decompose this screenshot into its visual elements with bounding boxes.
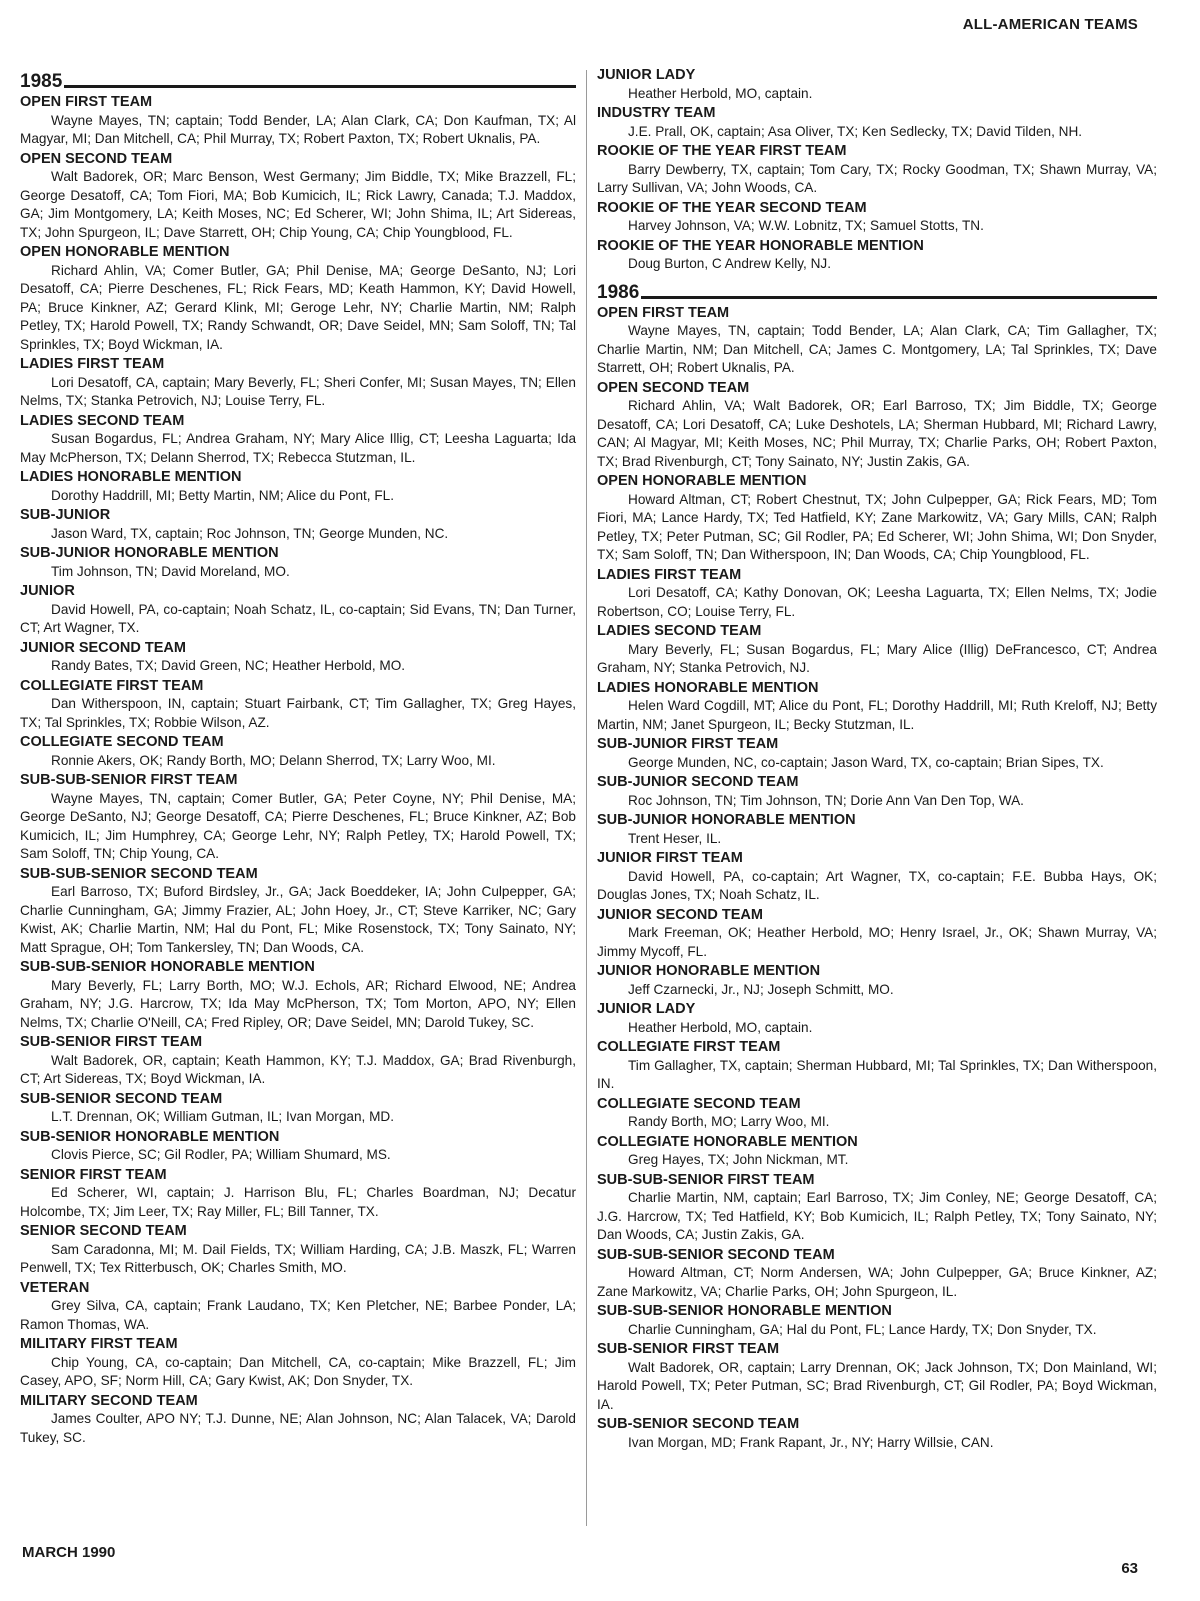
team-title: SUB-SENIOR FIRST TEAM xyxy=(20,1034,203,1050)
year-rule xyxy=(64,85,576,88)
team-title: OPEN FIRST TEAM xyxy=(597,304,730,321)
team-section-senior-second-team xyxy=(20,1222,576,1278)
team-section-sub-senior-second-team xyxy=(597,1415,1157,1452)
team-roster: Greg Hayes, TX; John Nickman, MT. xyxy=(628,1152,849,1167)
team-title: SUB-SENIOR SECOND TEAM xyxy=(20,1090,223,1107)
team-section-sub-sub-senior-honorable-mention xyxy=(597,1302,1157,1339)
team-section-rookie-of-the-year-honorable-mention xyxy=(597,237,1157,274)
team-title: JUNIOR HONORABLE MENTION xyxy=(597,963,821,979)
page-number: 63 xyxy=(1121,1560,1138,1577)
team-title: SUB-JUNIOR xyxy=(20,507,111,523)
team-title: LADIES HONORABLE MENTION xyxy=(20,469,242,485)
team-section-sub-sub-senior-honorable-mention xyxy=(20,958,576,1032)
team-title: COLLEGIATE SECOND TEAM xyxy=(20,734,224,750)
team-roster: Doug Burton, C Andrew Kelly, NJ. xyxy=(628,256,831,271)
team-title: OPEN SECOND TEAM xyxy=(597,379,750,396)
team-title: SUB-SUB-SENIOR SECOND TEAM xyxy=(597,1246,835,1263)
team-section-rookie-of-the-year-second-team xyxy=(597,199,1157,236)
team-section-junior xyxy=(20,582,576,638)
team-title: SENIOR FIRST TEAM xyxy=(20,1166,167,1183)
team-section-junior-first-team xyxy=(597,849,1157,905)
team-title: JUNIOR SECOND TEAM xyxy=(597,906,763,923)
team-section-ladies-first-team xyxy=(597,566,1157,622)
team-title: SUB-SENIOR HONORABLE MENTION xyxy=(20,1128,280,1145)
team-section-sub-senior-first-team xyxy=(20,1033,576,1089)
team-section-military-first-team xyxy=(20,1335,576,1391)
team-section-collegiate-first-team xyxy=(597,1038,1157,1094)
team-title: JUNIOR SECOND TEAM xyxy=(20,639,186,656)
team-title: SUB-SUB-SENIOR HONORABLE MENTION xyxy=(597,1303,892,1319)
team-roster: Jason Ward, TX, captain; Roc Johnson, TN; George Munden, NC. xyxy=(51,525,449,541)
team-section-collegiate-second-team xyxy=(597,1095,1157,1132)
team-roster: Lori Desatoff, CA; Kathy Donovan, OK; Leesha Laguarta, TX; Ellen Nelms, TX; Jodie Robertson, CO; Louise Terry, FL. xyxy=(597,585,1157,619)
team-section-industry-team xyxy=(597,104,1157,141)
team-section-sub-senior-second-team xyxy=(20,1090,576,1127)
team-section-sub-sub-senior-first-team xyxy=(597,1171,1157,1245)
team-roster: David Howell, PA, co-captain; Noah Schatz, IL, co-captain; Sid Evans, TN; Dan Turner, CT; Art Wagner, TX. xyxy=(20,601,576,635)
team-title: LADIES FIRST TEAM xyxy=(20,356,165,372)
team-roster: Helen Ward Cogdill, MT; Alice du Pont, FL; Dorothy Haddrill, MI; Ruth Kreloff, NJ; Betty Martin, NM; Janet Spurgeon, IL; Becky Stutzman, IL. xyxy=(597,698,1157,732)
team-roster: Lori Desatoff, CA, captain; Mary Beverly, FL; Sheri Confer, MI; Susan Mayes, TN; Ellen Nelms, TX; Stanka Petrovich, NJ; Louise Terry, FL. xyxy=(20,374,576,408)
team-roster: Mark Freeman, OK; Heather Herbold, MO; Henry Israel, Jr., OK; Shawn Murray, VA; Jimmy Mycoff, FL. xyxy=(597,925,1157,959)
team-roster: Roc Johnson, TN; Tim Johnson, TN; Dorie Ann Van Den Top, WA. xyxy=(628,792,1024,808)
team-roster: Chip Young, CA, co-captain; Dan Mitchell, CA, co-captain; Mike Brazzell, FL; Jim Casey, APO, SF; Norm Hill, CA; Gary Kwist, AK; Don Snyder, TX. xyxy=(20,1354,576,1388)
team-title: COLLEGIATE HONORABLE MENTION xyxy=(597,1133,858,1150)
team-roster: Charlie Cunningham, GA; Hal du Pont, FL; Lance Hardy, TX; Don Snyder, TX. xyxy=(628,1321,1097,1337)
team-roster: Sam Caradonna, MI; M. Dail Fields, TX; William Harding, CA; J.B. Maszk, FL; Warren Penwell, TX; Tex Ritterbusch, OK; Charles Smith, MO. xyxy=(20,1241,576,1275)
team-section-sub-junior-honorable-mention xyxy=(20,544,576,581)
team-section-junior-second-team xyxy=(597,906,1157,962)
team-roster: Tim Johnson, TN; David Moreland, MO. xyxy=(51,563,290,579)
team-roster: Wayne Mayes, TN; captain; Todd Bender, LA; Alan Clark, CA; Don Kaufman, TX; Al Magyar, MI; Dan Mitchell, CA; Phil Murray, TX; Robert Paxton, TX; Robert Uknalis, PA. xyxy=(20,112,576,146)
team-title: JUNIOR FIRST TEAM xyxy=(597,850,743,866)
team-roster: James Coulter, APO NY; T.J. Dunne, NE; Alan Johnson, NC; Alan Talacek, VA; Darold Tukey, SC. xyxy=(20,1411,576,1445)
year-heading-1986 xyxy=(597,277,1157,303)
team-title: SUB-JUNIOR HONORABLE MENTION xyxy=(597,812,856,828)
team-section-ladies-honorable-mention xyxy=(597,679,1157,735)
team-roster: Earl Barroso, TX; Buford Birdsley, Jr., GA; Jack Boeddeker, IA; John Culpepper, GA; Charlie Cunningham, GA; Jimmy Frazier, AL; John Hoey, Jr., CT; Steve Karriker, NC; Gary Kwist, AK; Charlie Martin, NM; Hal du Pont, FL; Mike Rosenstock, TX; Tony Sainato, NY; Matt Sprague, OH; Tom Tankersley, TN; Dan Woods, CA. xyxy=(20,884,576,955)
team-roster: Grey Silva, CA, captain; Frank Laudano, TX; Ken Pletcher, NE; Barbee Ponder, LA; Ramon Thomas, WA. xyxy=(20,1298,576,1332)
team-roster: Walt Badorek, OR, captain; Larry Drennan, OK; Jack Johnson, TX; Don Mainland, WI; Harold Powell, TX; Peter Putman, SC; Brad Rivenburgh, CT; Gil Rodler, PA; Boyd Wickman, IA. xyxy=(597,1359,1157,1412)
team-section-sub-sub-senior-second-team xyxy=(20,865,576,958)
team-title: INDUSTRY TEAM xyxy=(597,105,716,121)
team-section-junior-second-team xyxy=(20,639,576,676)
team-roster: Dan Witherspoon, IN, captain; Stuart Fairbank, CT; Tim Gallagher, TX; Greg Hayes, TX; Tal Sprinkles, TX; Robbie Wilson, AZ. xyxy=(20,696,576,730)
team-roster: L.T. Drennan, OK; William Gutman, IL; Ivan Morgan, MD. xyxy=(51,1109,394,1124)
team-roster: Barry Dewberry, TX, captain; Tom Cary, TX; Rocky Goodman, TX; Shawn Murray, VA; Larry Sullivan, VA; John Woods, CA. xyxy=(597,161,1157,195)
team-section-sub-sub-senior-first-team xyxy=(20,771,576,864)
team-section-sub-sub-senior-second-team xyxy=(597,1246,1157,1302)
team-title: ROOKIE OF THE YEAR HONORABLE MENTION xyxy=(597,237,924,254)
team-roster: Tim Gallagher, TX, captain; Sherman Hubbard, MI; Tal Sprinkles, TX; Dan Witherspoon, IN. xyxy=(597,1057,1157,1091)
team-section-open-second-team xyxy=(597,379,1157,472)
team-title: JUNIOR LADY xyxy=(597,1001,696,1017)
team-section-ladies-honorable-mention xyxy=(20,468,576,505)
team-roster: Harvey Johnson, VA; W.W. Lobnitz, TX; Samuel Stotts, TN. xyxy=(628,218,984,233)
running-head: ALL-AMERICAN TEAMS xyxy=(962,16,1138,33)
team-title: COLLEGIATE FIRST TEAM xyxy=(597,1039,781,1055)
team-title: SUB-SENIOR FIRST TEAM xyxy=(597,1341,780,1357)
team-title: SENIOR SECOND TEAM xyxy=(20,1223,187,1239)
team-roster: Trent Heser, IL. xyxy=(628,830,722,846)
issue-date: MARCH 1990 xyxy=(22,1544,116,1561)
team-title: ROOKIE OF THE YEAR SECOND TEAM xyxy=(597,199,867,216)
team-title: MILITARY SECOND TEAM xyxy=(20,1392,198,1409)
team-roster: Dorothy Haddrill, MI; Betty Martin, NM; Alice du Pont, FL. xyxy=(51,487,394,503)
team-roster: Howard Altman, CT; Robert Chestnut, TX; John Culpepper, GA; Rick Fears, MD; Tom Fiori, MA; Lance Hardy, TX; Ted Hatfield, KY; Zane Markowitz, VA; Gary Mills, CAN; Ralph Petley, TX; Peter Putman, SC; Gil Rodler, PA; Ed Scherer, WI; John Shima, WI; Don Snyder, TX; Sam Soloff, TN; Dan Witherspoon, IN; Dan Woods, CA; Chip Youngblood, FL. xyxy=(597,491,1157,562)
team-roster: Ed Scherer, WI, captain; J. Harrison Blu, FL; Charles Boardman, NJ; Decatur Holcombe, TX; Jim Leer, TX; Ray Miller, FL; Bill Tanner, TX. xyxy=(20,1185,576,1219)
team-title: SUB-SUB-SENIOR SECOND TEAM xyxy=(20,865,258,882)
team-title: SUB-JUNIOR FIRST TEAM xyxy=(597,736,779,752)
team-roster: David Howell, PA, co-captain; Art Wagner, TX, co-captain; F.E. Bubba Hays, OK; Douglas Jones, TX; Noah Schatz, IL. xyxy=(597,868,1157,902)
team-section-sub-junior xyxy=(20,506,576,543)
team-title: SUB-SUB-SENIOR FIRST TEAM xyxy=(597,1171,815,1188)
team-section-open-honorable-mention xyxy=(597,472,1157,565)
team-roster: Randy Bates, TX; David Green, NC; Heather Herbold, MO. xyxy=(51,658,406,673)
team-section-open-second-team xyxy=(20,150,576,243)
team-title: OPEN HONORABLE MENTION xyxy=(597,473,807,489)
team-section-open-honorable-mention xyxy=(20,243,576,354)
team-roster: Walt Badorek, OR; Marc Benson, West Germany; Jim Biddle, TX; Mike Brazzell, FL; George Desatoff, CA; Tom Fiori, MA; Bob Kumicich, IL; Rick Lawry, Canada; T.J. Maddox, GA; Jim Montgomery, LA; Keith Moses, NC; Ed Scherer, WI; John Shima, IL; Art Sidereas, TX; John Spurgeon, IL; Dave Starrett, OH; Chip Young, CA; Chip Youngblood, FL. xyxy=(20,169,576,240)
team-roster: Richard Ahlin, VA; Walt Badorek, OR; Earl Barroso, TX; Jim Biddle, TX; George Desatoff, CA; Lori Desatoff, CA; Luke Deshotels, LA; Sherman Hubbard, MI; Richard Lawry, CAN; Al Magyar, MI; Keith Moses, NC; Phil Murray, TX; Charlie Parks, OH; Robert Paxton, TX; Brad Rivenburgh, CT; Tony Sainato, NY; Justin Zakis, GA. xyxy=(597,398,1157,469)
team-roster: Ivan Morgan, MD; Frank Rapant, Jr., NY; Harry Willsie, CAN. xyxy=(628,1434,994,1450)
team-roster: Walt Badorek, OR, captain; Keath Hammon, KY; T.J. Maddox, GA; Brad Rivenburgh, CT; Art Sidereas, TX; Boyd Wickman, IA. xyxy=(20,1052,576,1086)
team-section-junior-lady xyxy=(597,66,1157,103)
team-section-sub-senior-honorable-mention xyxy=(20,1128,576,1165)
team-section-ladies-second-team xyxy=(20,412,576,468)
team-title: JUNIOR xyxy=(20,583,75,599)
team-title: SUB-JUNIOR SECOND TEAM xyxy=(597,774,799,790)
team-section-veteran xyxy=(20,1279,576,1335)
team-title: LADIES FIRST TEAM xyxy=(597,566,742,583)
left-column xyxy=(20,66,576,1448)
column-divider xyxy=(586,70,587,1526)
team-title: OPEN FIRST TEAM xyxy=(20,94,153,110)
team-title: COLLEGIATE SECOND TEAM xyxy=(597,1095,801,1112)
team-title: LADIES HONORABLE MENTION xyxy=(597,679,819,696)
team-section-sub-junior-second-team xyxy=(597,773,1157,810)
team-section-open-first-team xyxy=(597,304,1157,378)
team-section-sub-junior-honorable-mention xyxy=(597,811,1157,848)
team-section-senior-first-team xyxy=(20,1166,576,1222)
team-section-junior-lady xyxy=(597,1000,1157,1037)
team-title: COLLEGIATE FIRST TEAM xyxy=(20,677,204,694)
team-title: JUNIOR LADY xyxy=(597,67,696,83)
team-title: ROOKIE OF THE YEAR FIRST TEAM xyxy=(597,143,847,159)
team-section-sub-junior-first-team xyxy=(597,735,1157,772)
team-roster: Richard Ahlin, VA; Comer Butler, GA; Phil Denise, MA; George DeSanto, NJ; Lori Desatoff, CA; Pierre Deschenes, FL; Rick Fears, MD; Keath Hammon, KY; David Howell, PA; Bruce Kinkner, AZ; Gerard Klink, MI; Geroge Lehr, NY; Charlie Martin, NM; Ralph Petley, TX; Harold Powell, TX; Randy Schwandt, OR; Dave Seidel, MN; Sam Soloff, TN; Tal Sprinkles, TX; Boyd Wickman, IA. xyxy=(20,262,576,352)
team-roster: Randy Borth, MO; Larry Woo, MI. xyxy=(628,1114,830,1129)
year-label: 1985 xyxy=(20,71,63,92)
team-roster: Heather Herbold, MO, captain. xyxy=(628,85,813,101)
team-section-open-first-team xyxy=(20,93,576,149)
team-roster: J.E. Prall, OK, captain; Asa Oliver, TX; Ken Sedlecky, TX; David Tilden, NH. xyxy=(628,123,1083,139)
team-roster: Mary Beverly, FL; Susan Bogardus, FL; Mary Alice (Illig) DeFrancesco, CT; Andrea Graham, NY; Stanka Petrovich, NJ. xyxy=(597,641,1157,675)
team-section-rookie-of-the-year-first-team xyxy=(597,142,1157,198)
team-title: VETERAN xyxy=(20,1279,90,1296)
team-roster: Ronnie Akers, OK; Randy Borth, MO; Delann Sherrod, TX; Larry Woo, MI. xyxy=(51,752,496,768)
team-title: OPEN SECOND TEAM xyxy=(20,150,173,167)
team-roster: George Munden, NC, co-captain; Jason Ward, TX, co-captain; Brian Sipes, TX. xyxy=(628,754,1104,770)
team-roster: Heather Herbold, MO, captain. xyxy=(628,1019,813,1035)
team-section-collegiate-first-team xyxy=(20,677,576,733)
team-roster: Wayne Mayes, TN, captain; Todd Bender, LA; Alan Clark, CA; Tim Gallagher, TX; Charlie Martin, NM; Dan Mitchell, CA; James C. Montgomery, LA; Tal Sprinkles, TX; Dave Starrett, OH; Robert Uknalis, PA. xyxy=(597,323,1157,375)
team-roster: Susan Bogardus, FL; Andrea Graham, NY; Mary Alice Illig, CT; Leesha Laguarta; Ida May McPherson, TX; Delann Sherrod, TX; Rebecca Stutzman, IL. xyxy=(20,431,576,465)
team-section-ladies-first-team xyxy=(20,355,576,411)
year-rule xyxy=(641,296,1157,299)
team-roster: Howard Altman, CT; Norm Andersen, WA; John Culpepper, GA; Bruce Kinkner, AZ; Zane Markowitz, VA; Charlie Parks, OH; John Spurgeon, IL. xyxy=(597,1265,1157,1299)
team-title: SUB-JUNIOR HONORABLE MENTION xyxy=(20,545,279,561)
team-title: SUB-SENIOR SECOND TEAM xyxy=(597,1416,800,1432)
team-roster: Wayne Mayes, TN, captain; Comer Butler, GA; Peter Coyne, NY; Phil Denise, MA; George DeSanto, NJ; George Desatoff, CA; Pierre Deschenes, FL; Bruce Kinkner, AZ; Bob Kumicich, IL; Jim Humphrey, CA; George Lehr, NY; Ralph Petley, TX; Harold Powell, TX; Sam Soloff, TN; Chip Young, CA. xyxy=(20,790,576,861)
team-title: LADIES SECOND TEAM xyxy=(20,412,185,429)
team-title: SUB-SUB-SENIOR HONORABLE MENTION xyxy=(20,959,315,975)
team-section-collegiate-second-team xyxy=(20,733,576,770)
team-section-junior-honorable-mention xyxy=(597,962,1157,999)
team-section-ladies-second-team xyxy=(597,622,1157,678)
team-roster: Jeff Czarnecki, Jr., NJ; Joseph Schmitt, MO. xyxy=(628,981,894,997)
team-title: LADIES SECOND TEAM xyxy=(597,623,762,639)
team-section-collegiate-honorable-mention xyxy=(597,1133,1157,1170)
year-heading-1985 xyxy=(20,66,576,92)
team-title: MILITARY FIRST TEAM xyxy=(20,1336,178,1352)
team-section-sub-senior-first-team xyxy=(597,1340,1157,1414)
team-title: OPEN HONORABLE MENTION xyxy=(20,244,230,260)
team-roster: Clovis Pierce, SC; Gil Rodler, PA; William Shumard, MS. xyxy=(51,1147,391,1162)
right-column xyxy=(597,66,1157,1453)
team-roster: Charlie Martin, NM, captain; Earl Barroso, TX; Jim Conley, NE; George Desatoff, CA; J.G. Harcrow, TX; Ted Hatfield, KY; Bob Kumicich, IL; Ralph Petley, TX; Tony Sainato, NY; Dan Woods, CA; Justin Zakis, GA. xyxy=(597,1190,1157,1242)
team-title: SUB-SUB-SENIOR FIRST TEAM xyxy=(20,772,238,788)
team-roster: Mary Beverly, FL; Larry Borth, MO; W.J. Echols, AR; Richard Elwood, NE; Andrea Graham, NY; J.G. Harcrow, TX; Ida May McPherson, TX; Tom Morton, APO, NY; Ellen Nelms, TX; Charlie O'Neill, CA; Fred Ripley, OR; Dave Seidel, MN; Darold Tukey, SC. xyxy=(20,977,576,1030)
year-label: 1986 xyxy=(597,281,640,303)
team-section-military-second-team xyxy=(20,1392,576,1448)
